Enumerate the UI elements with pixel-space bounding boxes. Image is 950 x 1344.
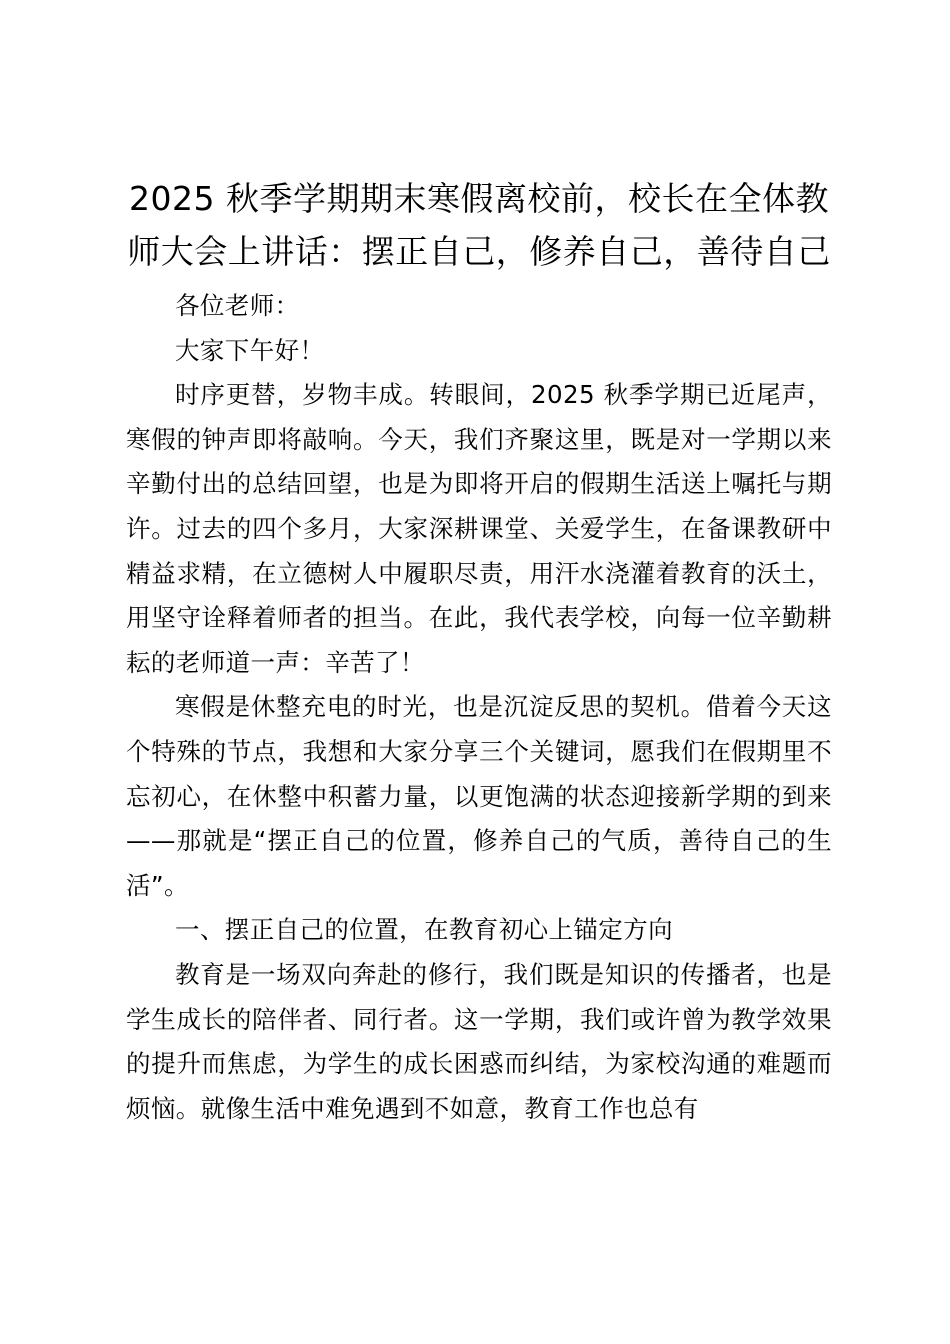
greeting: 大家下午好！ [175,335,325,365]
body-paragraph-1: 时序更替，岁物丰成。转眼间，2025 秋季学期已近尾声，寒假的钟声即将敲响。今天，我们齐聚这里，既是对一学期以来辛勤付出的总结回望，也是为即将开启的假期生活送上嘱托与期许。过去的四个多月，大家深耕课堂、关爱学生，在备课教研中精益求精，在立德树人中履职尽责，用汗水浇灌着教育的沃土，用坚守诠释着师者的担当。在此，我代表学校，向每一位辛勤耕耘的老师道一声：辛苦了！ [126,380,832,677]
body-paragraph-2: 寒假是休整充电的时光，也是沉淀反思的契机。借着今天这个特殊的节点，我想和大家分享三个关键词，愿我们在假期里不忘初心，在休整中积蓄力量，以更饱满的状态迎接新学期的到来——那就是“摆正自己的位置，修养自己的气质，善待自己的生活”。 [126,692,832,900]
salutation: 各位老师： [175,291,300,320]
document-title: 2025 秋季学期期末寒假离校前，校长在全体教师大会上讲话：摆正自己，修养自己，善待自己 [127,179,831,271]
document-page [126,172,832,1131]
body-paragraph-3: 教育是一场双向奔赴的修行，我们既是知识的传播者，也是学生成长的陪伴者、同行者。这一学期，我们或许曾为教学效果的提升而焦虑，为学生的成长困惑而纠结，为家校沟通的难题而烦恼。就像生活中难免遇到不如意，教育工作也总有 [126,959,832,1123]
section-heading-1: 一、摆正自己的位置，在教育初心上锚定方向 [175,915,673,945]
